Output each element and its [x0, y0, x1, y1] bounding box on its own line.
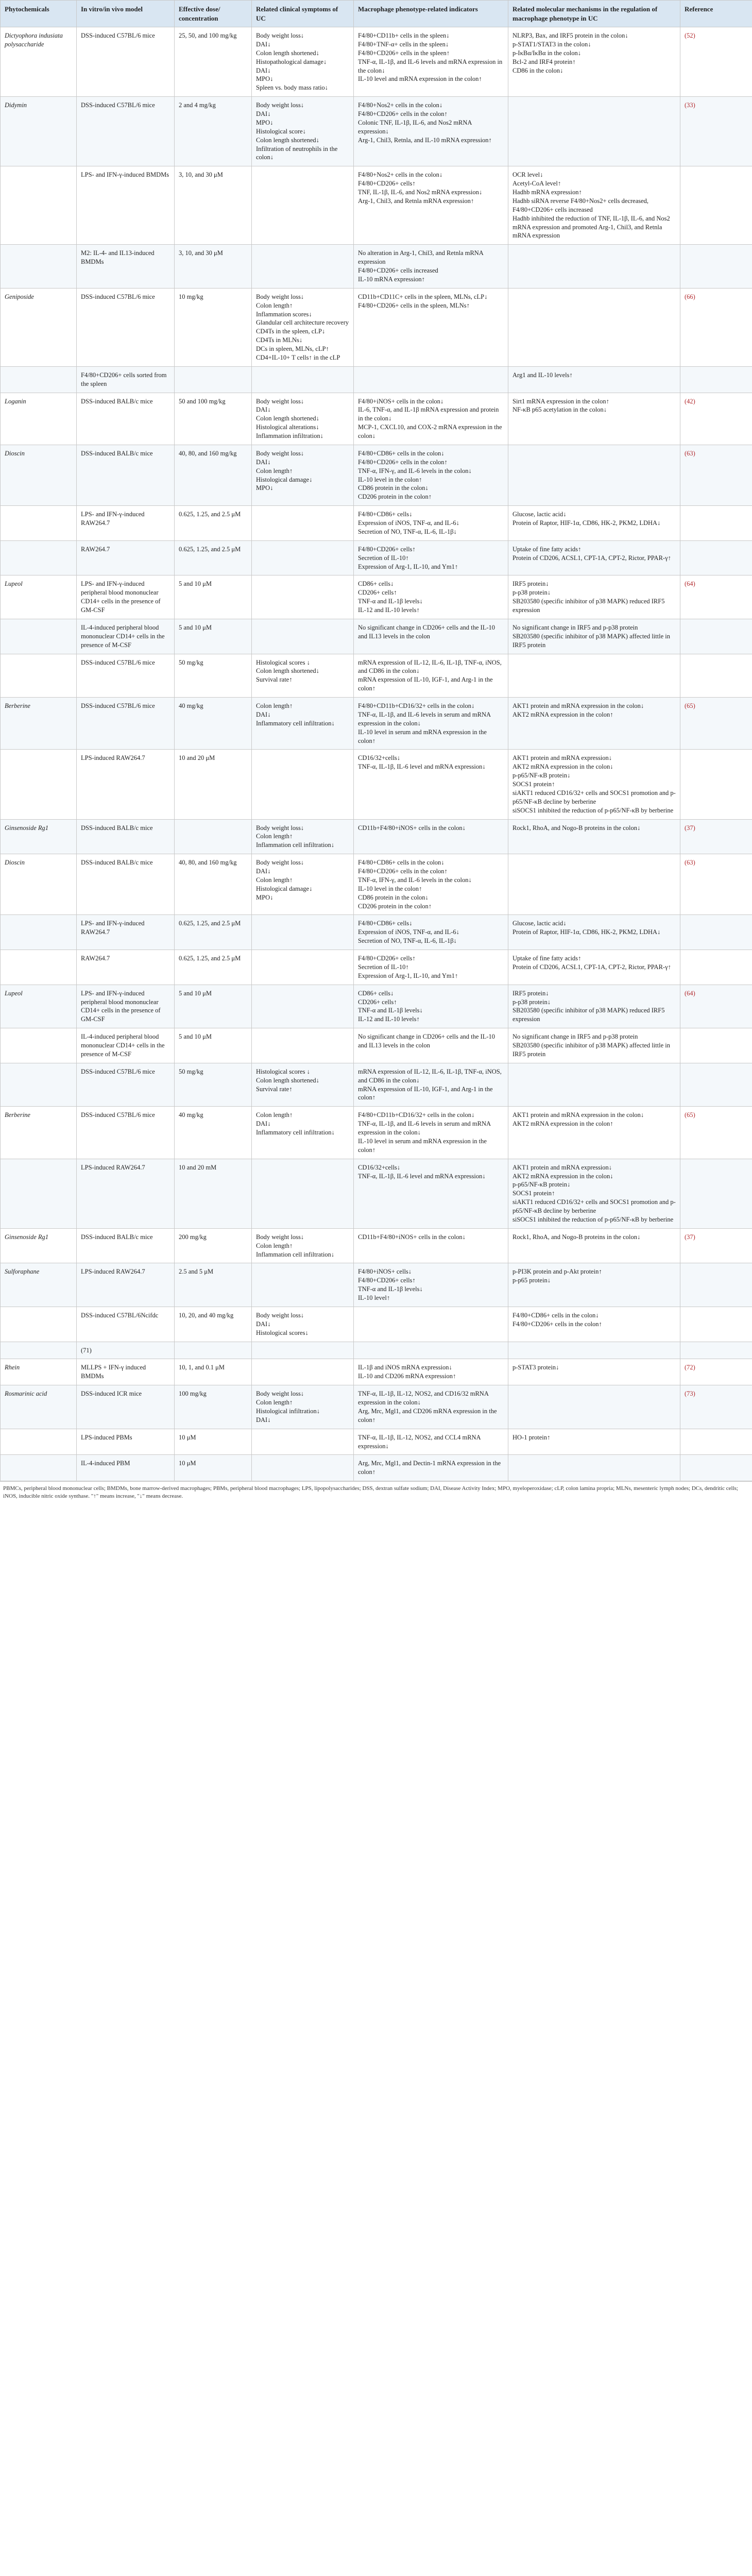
reference-cell — [680, 1159, 752, 1228]
phytochemical-cell: Lupeol — [1, 575, 77, 619]
dose-cell: 5 and 10 μM — [175, 619, 252, 654]
reference-cell — [680, 366, 752, 393]
dose-cell: 10 μM — [175, 1429, 252, 1455]
phytochemical-cell: Geniposide — [1, 288, 77, 366]
clinical-symptoms-cell — [252, 985, 354, 1028]
reference-cell — [680, 619, 752, 654]
table-row — [1, 1028, 752, 1063]
header-dose: Effective dose/ concentration — [175, 1, 252, 27]
clinical-symptoms-cell: Body weight loss↓ Colon length↑ Inflammation scores↓ Glandular cell architecture recovery CD4Ts in the spleen, cLP↓ CD4Ts in MLNs↓ DCs in spleen, MLNs, cLP↑ CD4+IL-10+ T cells↑ in the cLP — [252, 288, 354, 366]
molecular-mechanisms-cell: NLRP3, Bax, and IRF5 protein in the colon↓ p-STAT1/STAT3 in the colon↓ p-IκBα/IκBα in the colon↓ Bcl-2 and IRF4 protein↑ CD86 in the colon↓ — [508, 27, 680, 97]
reference-cell — [680, 1455, 752, 1481]
dose-cell: 2.5 and 5 μM — [175, 1263, 252, 1307]
phytochemical-cell — [1, 1063, 77, 1107]
model-cell: DSS-induced C57BL/6 mice — [77, 698, 175, 750]
clinical-symptoms-cell — [252, 166, 354, 245]
molecular-mechanisms-cell: AKT1 protein and mRNA expression in the colon↓ AKT2 mRNA expression in the colon↑ — [508, 1107, 680, 1159]
clinical-symptoms-cell: Body weight loss↓ DAI↓ MPO↓ Histological score↓ Colon length shortened↓ Infiltration of neutrophils in the colon↓ — [252, 97, 354, 166]
clinical-symptoms-cell: Body weight loss↓ Colon length↑ Inflammation cell infiltration↓ — [252, 1228, 354, 1263]
phytochemical-cell: Loganin — [1, 393, 77, 445]
phytochemical-cell — [1, 750, 77, 819]
phenotype-indicators-cell: F4/80+Nos2+ cells in the colon↓ F4/80+CD206+ cells in the colon↑ Colonic TNF, IL-1β, IL-6, and Nos2 mRNA expression↓ Arg-1, Chil3, Retnla, and IL-10 mRNA expression↑ — [354, 97, 508, 166]
clinical-symptoms-cell — [252, 1342, 354, 1359]
molecular-mechanisms-cell: Rock1, RhoA, and Nogo-B proteins in the colon↓ — [508, 819, 680, 854]
molecular-mechanisms-cell: AKT1 protein and mRNA expression↓ AKT2 mRNA expression in the colon↓ p-p65/NF-κB protein↓ SOCS1 protein↑ siAKT1 reduced CD16/32+ cells and SOCS1 promotion and p-p65/NF-κB decline by berberine siSOCS1 inhibited the reduction of p-p65/NF-κB by berberine — [508, 1159, 680, 1228]
table-row — [1, 1455, 752, 1481]
table-row — [1, 166, 752, 245]
phenotype-indicators-cell: CD11b+CD11C+ cells in the spleen, MLNs, cLP↓ F4/80+CD206+ cells in the spleen, MLNs↑ — [354, 288, 508, 366]
molecular-mechanisms-cell — [508, 1342, 680, 1359]
clinical-symptoms-cell: Body weight loss↓ DAI↓ Colon length↑ Histological damage↓ MPO↓ — [252, 445, 354, 505]
phytochemical-cell — [1, 366, 77, 393]
table-row — [1, 1307, 752, 1342]
table-row — [1, 950, 752, 985]
phytochemical-cell — [1, 540, 77, 575]
dose-cell: 5 and 10 μM — [175, 1028, 252, 1063]
reference-cell — [680, 540, 752, 575]
model-cell: DSS-induced C57BL/6 mice — [77, 654, 175, 698]
table-row — [1, 288, 752, 366]
molecular-mechanisms-cell — [508, 97, 680, 166]
model-cell: DSS-induced BALB/c mice — [77, 393, 175, 445]
reference-cell: (37) — [680, 819, 752, 854]
clinical-symptoms-cell: Colon length↑ DAI↓ Inflammatory cell infiltration↓ — [252, 698, 354, 750]
molecular-mechanisms-cell — [508, 445, 680, 505]
clinical-symptoms-cell — [252, 1455, 354, 1481]
phenotype-indicators-cell — [354, 366, 508, 393]
clinical-symptoms-cell: Histological scores ↓ Colon length shortened↓ Survival rate↑ — [252, 1063, 354, 1107]
clinical-symptoms-cell — [252, 915, 354, 950]
table-row — [1, 1263, 752, 1307]
phenotype-indicators-cell: CD86+ cells↓ CD206+ cells↑ TNF-α and IL-1β levels↓ IL-12 and IL-10 levels↑ — [354, 575, 508, 619]
clinical-symptoms-cell — [252, 619, 354, 654]
model-cell: M2: IL-4- and IL13-induced BMDMs — [77, 245, 175, 289]
phytochemical-cell: Dictyophora indusiata polysaccharide — [1, 27, 77, 97]
model-cell: IL-4-induced PBM — [77, 1455, 175, 1481]
model-cell: LPS- and IFN-γ-induced BMDMs — [77, 166, 175, 245]
phenotype-indicators-cell: F4/80+CD11b+ cells in the spleen↓ F4/80+TNF-α+ cells in the spleen↓ F4/80+CD206+ cells in the spleen↑ TNF-α, IL-1β, and IL-6 levels and mRNA expression in the colon↓ IL-10 level and mRNA expression in the colon↑ — [354, 27, 508, 97]
model-cell: DSS-induced C57BL/6Ncifdc — [77, 1307, 175, 1342]
phenotype-indicators-cell: mRNA expression of IL-12, IL-6, IL-1β, TNF-α, iNOS, and CD86 in the colon↓ mRNA expression of IL-10, IGF-1, and Arg-1 in the colon↑ — [354, 1063, 508, 1107]
reference-cell: (37) — [680, 1228, 752, 1263]
phytochemical-cell — [1, 1429, 77, 1455]
reference-cell: (33) — [680, 97, 752, 166]
phenotype-indicators-cell: CD11b+F4/80+iNOS+ cells in the colon↓ — [354, 1228, 508, 1263]
clinical-symptoms-cell: Body weight loss↓ DAI↓ Colon length shortened↓ Histological alterations↓ Inflammation infiltration↓ — [252, 393, 354, 445]
phytochemical-cell — [1, 619, 77, 654]
model-cell: LPS- and IFN-γ-induced RAW264.7 — [77, 506, 175, 541]
model-cell: DSS-induced BALB/c mice — [77, 445, 175, 505]
reference-cell — [680, 1342, 752, 1359]
model-cell: DSS-induced C57BL/6 mice — [77, 97, 175, 166]
molecular-mechanisms-cell: AKT1 protein and mRNA expression in the colon↓ AKT2 mRNA expression in the colon↑ — [508, 698, 680, 750]
molecular-mechanisms-cell: Uptake of fine fatty acids↑ Protein of CD206, ACSL1, CPT-1A, CPT-2, Rictor, PPAR-γ↑ — [508, 540, 680, 575]
molecular-mechanisms-cell: No significant change in IRF5 and p-p38 protein SB203580 (specific inhibitor of p38 MAPK) affected little in IRF5 protein — [508, 619, 680, 654]
dose-cell: 40, 80, and 160 mg/kg — [175, 854, 252, 915]
header-row — [1, 1, 752, 27]
dose-cell: 10 mg/kg — [175, 288, 252, 366]
dose-cell: 5 and 10 μM — [175, 985, 252, 1028]
phenotype-indicators-cell: F4/80+CD86+ cells in the colon↓ F4/80+CD206+ cells in the colon↑ TNF-α, IFN-γ, and IL-6 levels in the colon↓ IL-10 level in the colon↑ CD86 protein in the colon↓ CD206 protein in the colon↑ — [354, 854, 508, 915]
header-phenotype-indicators: Macrophage phenotype-related indicators — [354, 1, 508, 27]
clinical-symptoms-cell — [252, 950, 354, 985]
dose-cell: 10 and 20 mM — [175, 1159, 252, 1228]
molecular-mechanisms-cell: Glucose, lactic acid↓ Protein of Raptor, HIF-1α, CD86, HK-2, PKM2, LDHA↓ — [508, 915, 680, 950]
table-row — [1, 985, 752, 1028]
reference-cell — [680, 950, 752, 985]
molecular-mechanisms-cell — [508, 288, 680, 366]
model-cell: IL-4-induced peripheral blood mononuclear CD14+ cells in the presence of M-CSF — [77, 1028, 175, 1063]
dose-cell: 200 mg/kg — [175, 1228, 252, 1263]
reference-cell — [680, 915, 752, 950]
phytochemical-cell: Berberine — [1, 698, 77, 750]
phytochemical-cell: Dioscin — [1, 445, 77, 505]
clinical-symptoms-cell — [252, 540, 354, 575]
clinical-symptoms-cell: Body weight loss↓ DAI↓ Colon length↑ Histological damage↓ MPO↓ — [252, 854, 354, 915]
molecular-mechanisms-cell: No significant change in IRF5 and p-p38 protein SB203580 (specific inhibitor of p38 MAPK) affected little in IRF5 protein — [508, 1028, 680, 1063]
dose-cell: 40, 80, and 160 mg/kg — [175, 445, 252, 505]
phenotype-indicators-cell: TNF-α, IL-1β, IL-12, NOS2, and CCL4 mRNA expression↓ — [354, 1429, 508, 1455]
dose-cell: 0.625, 1.25, and 2.5 μM — [175, 950, 252, 985]
header-clinical-symptoms: Related clinical symptoms of UC — [252, 1, 354, 27]
clinical-symptoms-cell: Body weight loss↓ DAI↓ Colon length shortened↓ Histopathological damage↓ DAI↓ MPO↓ Spleen vs. body mass ratio↓ — [252, 27, 354, 97]
header-model: In vitro/in vivo model — [77, 1, 175, 27]
phytochemical-cell: Rosmarinic acid — [1, 1385, 77, 1429]
reference-cell: (65) — [680, 698, 752, 750]
phytochemical-cell: Didymin — [1, 97, 77, 166]
phytochemical-cell — [1, 1342, 77, 1359]
table-row — [1, 445, 752, 505]
phytochemical-cell — [1, 1307, 77, 1342]
dose-cell: 10 and 20 μM — [175, 750, 252, 819]
header-phytochemicals: Phytochemicals — [1, 1, 77, 27]
model-cell: DSS-induced BALB/c mice — [77, 819, 175, 854]
clinical-symptoms-cell — [252, 1429, 354, 1455]
reference-cell: (72) — [680, 1359, 752, 1385]
phytochemical-cell: Lupeol — [1, 985, 77, 1028]
model-cell: (71) — [77, 1342, 175, 1359]
model-cell: LPS-induced RAW264.7 — [77, 750, 175, 819]
model-cell: LPS-induced RAW264.7 — [77, 1159, 175, 1228]
phytochemical-cell — [1, 506, 77, 541]
table-header — [1, 1, 752, 27]
dose-cell: 50 mg/kg — [175, 1063, 252, 1107]
table-row — [1, 619, 752, 654]
dose-cell: 5 and 10 μM — [175, 575, 252, 619]
reference-cell — [680, 1063, 752, 1107]
phenotype-indicators-cell: F4/80+CD11b+CD16/32+ cells in the colon↓ TNF-α, IL-1β, and IL-6 levels in serum and mRNA expression in the colon↓ IL-10 level in serum and mRNA expression in the colon↑ — [354, 1107, 508, 1159]
table-row — [1, 540, 752, 575]
clinical-symptoms-cell: Body weight loss↓ Colon length↑ Histological infiltration↓ DAI↓ — [252, 1385, 354, 1429]
phenotype-indicators-cell: F4/80+CD86+ cells↓ Expression of iNOS, TNF-α, and IL-6↓ Secretion of NO, TNF-α, IL-6, IL-1β↓ — [354, 506, 508, 541]
phytochemical-cell — [1, 1455, 77, 1481]
phenotype-indicators-cell: F4/80+iNOS+ cells↓ F4/80+CD206+ cells↑ TNF-α and IL-1β levels↓ IL-10 level↑ — [354, 1263, 508, 1307]
dose-cell: 0.625, 1.25, and 2.5 μM — [175, 915, 252, 950]
table-row — [1, 1429, 752, 1455]
molecular-mechanisms-cell: IRF5 protein↓ p-p38 protein↓ SB203580 (specific inhibitor of p38 MAPK) reduced IRF5 expression — [508, 985, 680, 1028]
table-row — [1, 1359, 752, 1385]
model-cell: DSS-induced BALB/c mice — [77, 854, 175, 915]
clinical-symptoms-cell — [252, 1159, 354, 1228]
dose-cell: 100 mg/kg — [175, 1385, 252, 1429]
reference-cell: (66) — [680, 288, 752, 366]
molecular-mechanisms-cell: Sirt1 mRNA expression in the colon↑ NF-κB p65 acetylation in the colon↓ — [508, 393, 680, 445]
table-row — [1, 245, 752, 289]
clinical-symptoms-cell: Histological scores ↓ Colon length shortened↓ Survival rate↑ — [252, 654, 354, 698]
table-row — [1, 97, 752, 166]
reference-cell — [680, 1263, 752, 1307]
clinical-symptoms-cell: Colon length↑ DAI↓ Inflammatory cell infiltration↓ — [252, 1107, 354, 1159]
phytochemical-cell — [1, 1159, 77, 1228]
dose-cell: 0.625, 1.25, and 2.5 μM — [175, 506, 252, 541]
phenotype-indicators-cell: CD11b+F4/80+iNOS+ cells in the colon↓ — [354, 819, 508, 854]
reference-cell: (63) — [680, 854, 752, 915]
model-cell: LPS-induced RAW264.7 — [77, 1263, 175, 1307]
phenotype-indicators-cell: TNF-α, IL-1β, IL-12, NOS2, and CD16/32 mRNA expression in the colon↓ Arg, Mrc, Mgl1, and CD206 mRNA expression in the colon↑ — [354, 1385, 508, 1429]
dose-cell: 25, 50, and 100 mg/kg — [175, 27, 252, 97]
model-cell: LPS- and IFN-γ-induced RAW264.7 — [77, 915, 175, 950]
molecular-mechanisms-cell: OCR level↓ Acetyl-CoA level↑ Hadhb mRNA expression↑ Hadhb siRNA reverse F4/80+Nos2+ cells decreased, F4/80+CD206+ cells increased Hadhb inhibited the reduction of TNF, IL-1β, IL-6, and Nos2 mRNA expression and promoted Arg-1, Chil3, and Retnla mRNA expression — [508, 166, 680, 245]
phytochemical-cell: Dioscin — [1, 854, 77, 915]
reference-cell — [680, 750, 752, 819]
phenotype-indicators-cell: F4/80+iNOS+ cells in the colon↓ IL-6, TNF-α, and IL-1β mRNA expression and protein in the colon↓ MCP-1, CXCL10, and COX-2 mRNA expression in the colon↓ — [354, 393, 508, 445]
molecular-mechanisms-cell: Arg1 and IL-10 levels↑ — [508, 366, 680, 393]
dose-cell: 10, 20, and 40 mg/kg — [175, 1307, 252, 1342]
model-cell: DSS-induced ICR mice — [77, 1385, 175, 1429]
model-cell: DSS-induced C57BL/6 mice — [77, 27, 175, 97]
clinical-symptoms-cell — [252, 245, 354, 289]
model-cell: IL-4-induced peripheral blood mononuclear CD14+ cells in the presence of M-CSF — [77, 619, 175, 654]
model-cell: DSS-induced C57BL/6 mice — [77, 288, 175, 366]
dose-cell: 10, 1, and 0.1 μM — [175, 1359, 252, 1385]
model-cell: LPS- and IFN-γ-induced peripheral blood mononuclear CD14+ cells in the presence of GM-CSF — [77, 575, 175, 619]
table-row — [1, 915, 752, 950]
molecular-mechanisms-cell: F4/80+CD86+ cells in the colon↓ F4/80+CD206+ cells in the colon↑ — [508, 1307, 680, 1342]
dose-cell: 50 mg/kg — [175, 654, 252, 698]
molecular-mechanisms-cell: HO-1 protein↑ — [508, 1429, 680, 1455]
molecular-mechanisms-cell: Uptake of fine fatty acids↑ Protein of CD206, ACSL1, CPT-1A, CPT-2, Rictor, PPAR-γ↑ — [508, 950, 680, 985]
phenotype-indicators-cell: No significant change in CD206+ cells and the IL-10 and IL13 levels in the colon — [354, 619, 508, 654]
phytochemical-cell: Berberine — [1, 1107, 77, 1159]
clinical-symptoms-cell — [252, 366, 354, 393]
clinical-symptoms-cell — [252, 1359, 354, 1385]
table-row — [1, 819, 752, 854]
model-cell: RAW264.7 — [77, 950, 175, 985]
molecular-mechanisms-cell: p-STAT3 protein↓ — [508, 1359, 680, 1385]
molecular-mechanisms-cell — [508, 1455, 680, 1481]
model-cell: LPS- and IFN-γ-induced peripheral blood mononuclear CD14+ cells in the presence of GM-CSF — [77, 985, 175, 1028]
molecular-mechanisms-cell: p-PI3K protein and p-Akt protein↑ p-p65 protein↓ — [508, 1263, 680, 1307]
model-cell: MLLPS + IFN-γ induced BMDMs — [77, 1359, 175, 1385]
phenotype-indicators-cell: F4/80+CD206+ cells↑ Secretion of IL-10↑ Expression of Arg-1, IL-10, and Ym1↑ — [354, 540, 508, 575]
table-row — [1, 1107, 752, 1159]
dose-cell: 0.625, 1.25, and 2.5 μM — [175, 540, 252, 575]
phenotype-indicators-cell: F4/80+Nos2+ cells in the colon↓ F4/80+CD206+ cells↑ TNF, IL-1β, IL-6, and Nos2 mRNA expression↓ Arg-1, Chil3, and Retnla mRNA expression↑ — [354, 166, 508, 245]
phenotype-indicators-cell: Arg, Mrc, Mgl1, and Dectin-1 mRNA expression in the colon↑ — [354, 1455, 508, 1481]
phytochemical-cell — [1, 915, 77, 950]
phytochemical-cell: Sulforaphane — [1, 1263, 77, 1307]
clinical-symptoms-cell: Body weight loss↓ Colon length↑ Inflammation cell infiltration↓ — [252, 819, 354, 854]
table-row — [1, 1228, 752, 1263]
reference-cell — [680, 506, 752, 541]
molecular-mechanisms-cell — [508, 1063, 680, 1107]
phenotype-indicators-cell: No significant change in CD206+ cells and the IL-10 and IL13 levels in the colon — [354, 1028, 508, 1063]
phenotype-indicators-cell: IL-1β and iNOS mRNA expression↓ IL-10 and CD206 mRNA expression↑ — [354, 1359, 508, 1385]
phytochemical-cell — [1, 654, 77, 698]
molecular-mechanisms-cell — [508, 1385, 680, 1429]
table-row — [1, 506, 752, 541]
clinical-symptoms-cell — [252, 750, 354, 819]
table-footnote: PBMCs, peripheral blood mononuclear cells; BMDMs, bone marrow-derived macrophages; PBMs, peripheral blood macrophages; LPS, lipopolysaccharides; DSS, dextran sulfate sodium; DAI, Disease Activity Index; MPO, myeloperoxidase; cLP, colon lamina propria; MLNs, mesenteric lymph nodes; DCs, dendritic cells; iNOS, inducible nitric oxide synthase. "↑" means increase, "↓" means decrease. — [0, 1481, 752, 1505]
dose-cell — [175, 366, 252, 393]
reference-cell — [680, 245, 752, 289]
table-row — [1, 854, 752, 915]
clinical-symptoms-cell — [252, 1263, 354, 1307]
reference-cell — [680, 1028, 752, 1063]
reference-cell: (64) — [680, 985, 752, 1028]
table-row — [1, 1063, 752, 1107]
clinical-symptoms-cell — [252, 506, 354, 541]
clinical-symptoms-cell: Body weight loss↓ DAI↓ Histological scores↓ — [252, 1307, 354, 1342]
phytochemical-cell: Ginsenoside Rg1 — [1, 819, 77, 854]
clinical-symptoms-cell — [252, 1028, 354, 1063]
reference-cell: (73) — [680, 1385, 752, 1429]
model-cell: LPS-induced PBMs — [77, 1429, 175, 1455]
phenotype-indicators-cell: F4/80+CD11b+CD16/32+ cells in the colon↓ TNF-α, IL-1β, and IL-6 levels in serum and mRNA expression in the colon↓ IL-10 level in serum and mRNA expression in the colon↑ — [354, 698, 508, 750]
molecular-mechanisms-cell: IRF5 protein↓ p-p38 protein↓ SB203580 (specific inhibitor of p38 MAPK) reduced IRF5 expression — [508, 575, 680, 619]
table-row — [1, 1342, 752, 1359]
reference-cell — [680, 1307, 752, 1342]
model-cell: RAW264.7 — [77, 540, 175, 575]
phenotype-indicators-cell: CD16/32+cells↓ TNF-α, IL-1β, IL-6 level and mRNA expression↓ — [354, 750, 508, 819]
phenotype-indicators-cell: CD86+ cells↓ CD206+ cells↑ TNF-α and IL-1β levels↓ IL-12 and IL-10 levels↑ — [354, 985, 508, 1028]
phenotype-indicators-cell — [354, 1342, 508, 1359]
dose-cell: 2 and 4 mg/kg — [175, 97, 252, 166]
dose-cell — [175, 819, 252, 854]
table-row — [1, 1385, 752, 1429]
dose-cell: 50 and 100 mg/kg — [175, 393, 252, 445]
molecular-mechanisms-cell — [508, 245, 680, 289]
molecular-mechanisms-cell — [508, 854, 680, 915]
reference-cell: (64) — [680, 575, 752, 619]
clinical-symptoms-cell — [252, 575, 354, 619]
molecular-mechanisms-cell: Glucose, lactic acid↓ Protein of Raptor, HIF-1α, CD86, HK-2, PKM2, LDHA↓ — [508, 506, 680, 541]
dose-cell: 3, 10, and 30 μM — [175, 166, 252, 245]
phenotype-indicators-cell: mRNA expression of IL-12, IL-6, IL-1β, TNF-α, iNOS, and CD86 in the colon↓ mRNA expression of IL-10, IGF-1, and Arg-1 in the colon↑ — [354, 654, 508, 698]
phytochemical-cell — [1, 950, 77, 985]
table-row — [1, 654, 752, 698]
table-row — [1, 366, 752, 393]
phytochemical-cell: Ginsenoside Rg1 — [1, 1228, 77, 1263]
dose-cell: 40 mg/kg — [175, 698, 252, 750]
dose-cell: 40 mg/kg — [175, 1107, 252, 1159]
table-row — [1, 698, 752, 750]
table-row — [1, 27, 752, 97]
molecular-mechanisms-cell: Rock1, RhoA, and Nogo-B proteins in the colon↓ — [508, 1228, 680, 1263]
phenotype-indicators-cell — [354, 1307, 508, 1342]
table-row — [1, 750, 752, 819]
reference-cell — [680, 166, 752, 245]
reference-cell — [680, 1429, 752, 1455]
reference-cell: (52) — [680, 27, 752, 97]
dose-cell: 3, 10, and 30 μM — [175, 245, 252, 289]
phytochemical-cell — [1, 166, 77, 245]
model-cell: DSS-induced BALB/c mice — [77, 1228, 175, 1263]
header-molecular-mechanisms: Related molecular mechanisms in the regulation of macrophage phenotype in UC — [508, 1, 680, 27]
phytochemical-cell — [1, 245, 77, 289]
model-cell: DSS-induced C57BL/6 mice — [77, 1063, 175, 1107]
phenotype-indicators-cell: F4/80+CD206+ cells↑ Secretion of IL-10↑ Expression of Arg-1, IL-10, and Ym1↑ — [354, 950, 508, 985]
phenotype-indicators-cell: F4/80+CD86+ cells in the colon↓ F4/80+CD206+ cells in the colon↑ TNF-α, IFN-γ, and IL-6 levels in the colon↓ IL-10 level in the colon↑ CD86 protein in the colon↓ CD206 protein in the colon↑ — [354, 445, 508, 505]
reference-cell: (65) — [680, 1107, 752, 1159]
table-row — [1, 1159, 752, 1228]
model-cell: DSS-induced C57BL/6 mice — [77, 1107, 175, 1159]
reference-cell — [680, 654, 752, 698]
molecular-mechanisms-cell: AKT1 protein and mRNA expression↓ AKT2 mRNA expression in the colon↓ p-p65/NF-κB protein↓ SOCS1 protein↑ siAKT1 reduced CD16/32+ cells and SOCS1 promotion and p-p65/NF-κB decline by berberine siSOCS1 inhibited the reduction of p-p65/NF-κB by berberine — [508, 750, 680, 819]
table-body — [1, 27, 752, 1481]
phenotype-indicators-cell: F4/80+CD86+ cells↓ Expression of iNOS, TNF-α, and IL-6↓ Secretion of NO, TNF-α, IL-6, IL-1β↓ — [354, 915, 508, 950]
reference-cell: (42) — [680, 393, 752, 445]
phenotype-indicators-cell: CD16/32+cells↓ TNF-α, IL-1β, IL-6 level and mRNA expression↓ — [354, 1159, 508, 1228]
table-row — [1, 575, 752, 619]
molecular-mechanisms-cell — [508, 654, 680, 698]
phenotype-indicators-cell: No alteration in Arg-1, Chil3, and Retnla mRNA expression F4/80+CD206+ cells increased IL-10 mRNA expression↑ — [354, 245, 508, 289]
phytochemical-cell — [1, 1028, 77, 1063]
dose-cell: 10 μM — [175, 1455, 252, 1481]
reference-cell: (63) — [680, 445, 752, 505]
table-row — [1, 393, 752, 445]
model-cell: F4/80+CD206+ cells sorted from the spleen — [77, 366, 175, 393]
header-reference: Reference — [680, 1, 752, 27]
phytochemical-cell: Rhein — [1, 1359, 77, 1385]
dose-cell — [175, 1342, 252, 1359]
